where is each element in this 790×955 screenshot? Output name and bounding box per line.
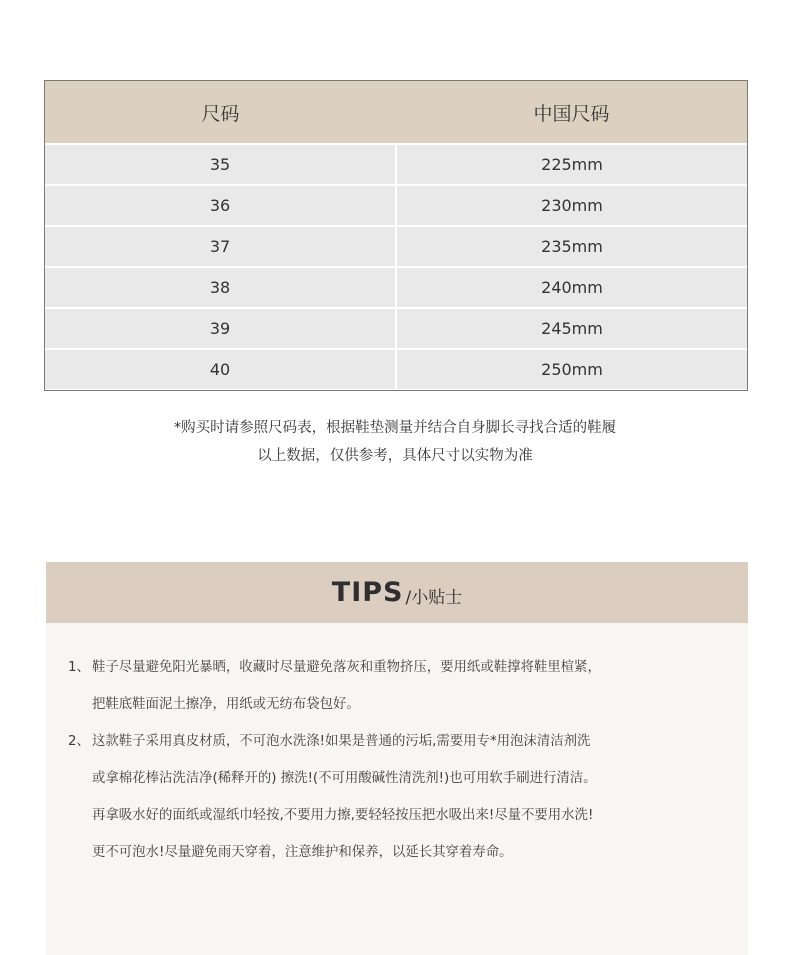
tips-title: TIPS: [331, 577, 404, 608]
tip-text: 这款鞋子采用真皮材质，不可泡水洗涤!如果是普通的污垢,需要用专*用泡沫清洁剂洗: [92, 734, 591, 749]
size-note: [0, 414, 790, 470]
header-size: 尺码: [201, 102, 240, 125]
size-cell: 40: [45, 350, 395, 389]
table-row: [45, 145, 747, 184]
tip-text: 鞋子尽量避免阳光暴晒，收藏时尽量避免落灰和重物挤压，要用纸或鞋撑将鞋里楦紧，: [92, 660, 601, 675]
table-row: [45, 186, 747, 225]
note-line: 以上数据，仅供参考，具体尺寸以实物为准: [257, 448, 533, 464]
size-cell: 38: [45, 268, 395, 307]
table-row: [45, 309, 747, 348]
china-size-cell: 240mm: [397, 268, 747, 307]
china-size-cell: 230mm: [397, 186, 747, 225]
china-size-cell: 225mm: [397, 145, 747, 184]
size-cell: 37: [45, 227, 395, 266]
table-row: [45, 227, 747, 266]
table-row: [45, 268, 747, 307]
size-cell: 36: [45, 186, 395, 225]
note-line: *购买时请参照尺码表，根据鞋垫测量并结合自身脚长寻找合适的鞋履: [173, 420, 617, 436]
tip-number: 2、: [68, 734, 90, 749]
china-size-cell: 245mm: [397, 309, 747, 348]
tip-number: 1、: [68, 660, 90, 675]
table-header: [45, 81, 747, 143]
tips-panel: [46, 562, 748, 955]
size-cell: 39: [45, 309, 395, 348]
table-row: [45, 350, 747, 389]
size-table: [44, 80, 748, 391]
tips-list: [68, 658, 748, 880]
size-cell: 35: [45, 145, 395, 184]
tip-text: 或拿棉花棒沾洗洁净(稀释开的) 擦洗!(不可用酸碱性清洗剂!)也可用软手刷进行清洁。: [92, 771, 597, 786]
tip-item-1: [68, 658, 748, 695]
header-china-size: 中国尺码: [533, 102, 610, 125]
china-size-cell: 250mm: [397, 350, 747, 389]
tips-header: [46, 562, 748, 623]
china-size-cell: 235mm: [397, 227, 747, 266]
tip-text: 把鞋底鞋面泥土擦净，用纸或无纺布袋包好。: [92, 697, 360, 712]
tip-text: 再拿吸水好的面纸或湿纸巾轻按,不要用力擦,要轻轻按压把水吸出来!尽量不要用水洗!: [92, 808, 594, 823]
tip-text: 更不可泡水!尽量避免雨天穿着，注意维护和保养，以延长其穿着寿命。: [92, 845, 513, 860]
tip-item-2: [68, 732, 748, 769]
tips-subtitle: /小贴士: [405, 588, 463, 608]
